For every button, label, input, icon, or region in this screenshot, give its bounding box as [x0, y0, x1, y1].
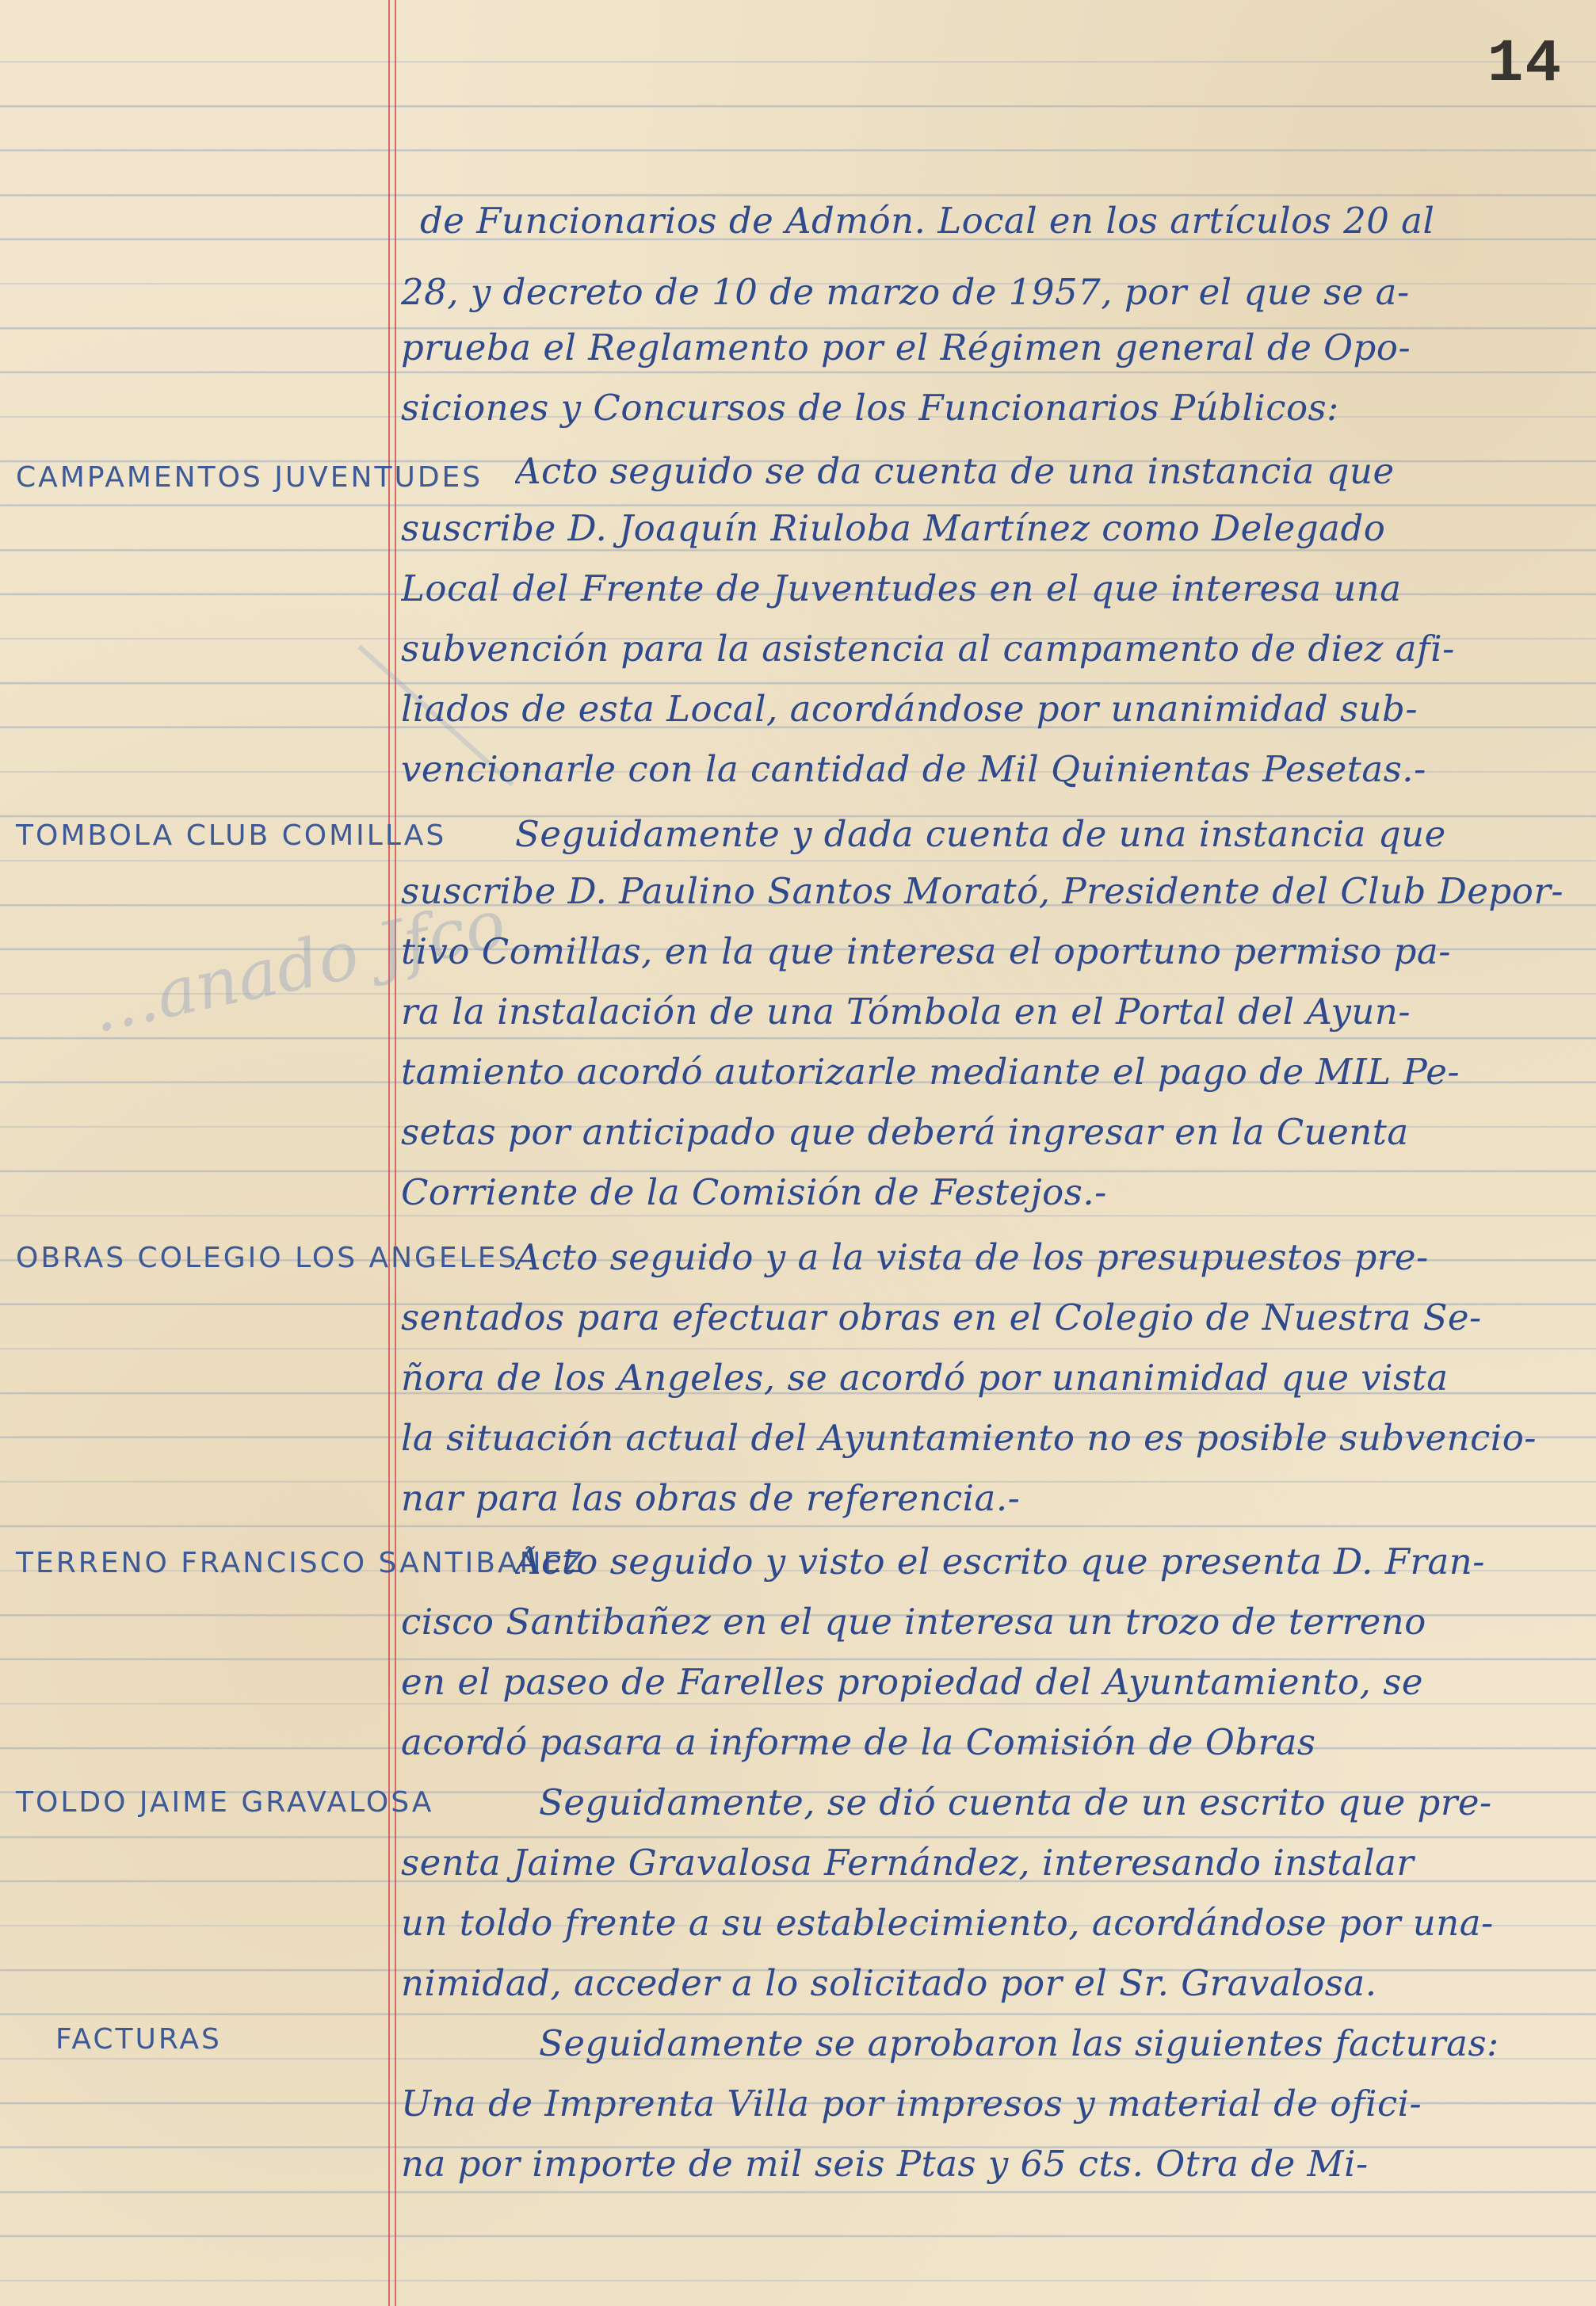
- body-line: en el paseo de Farelles propiedad del Ayuntamiento, se: [401, 1661, 1423, 1703]
- body-line: Seguidamente, se dió cuenta de un escrito que pre-: [539, 1781, 1492, 1823]
- body-line: Local del Frente de Juventudes en el que interesa una: [401, 567, 1402, 609]
- margin-note-obras: OBRAS COLEGIO LOS ANGELES: [16, 1242, 519, 1274]
- body-line: nar para las obras de referencia.-: [401, 1477, 1021, 1519]
- body-line: siciones y Concursos de los Funcionarios Públicos:: [401, 387, 1339, 429]
- faded-stamp: …anado Jfco: [83, 884, 513, 1048]
- body-line: sentados para efectuar obras en el Colegio de Nuestra Se-: [401, 1296, 1482, 1338]
- body-line: subvención para la asistencia al campamento de diez afi-: [401, 628, 1455, 670]
- body-line: tamiento acordó autorizarle mediante el pago de MIL Pe-: [401, 1051, 1460, 1093]
- body-line: acordó pasara a informe de la Comisión de Obras: [401, 1721, 1316, 1763]
- body-line: 28, y decreto de 10 de marzo de 1957, por el que se a-: [401, 271, 1410, 313]
- body-line: tivo Comillas, en la que interesa el oportuno permiso pa-: [401, 930, 1451, 972]
- body-line: Una de Imprenta Villa por impresos y material de ofici-: [401, 2083, 1422, 2125]
- body-line: Acto seguido se da cuenta de una instancia que: [515, 450, 1395, 492]
- body-line: cisco Santibañez en el que interesa un trozo de terreno: [401, 1601, 1426, 1643]
- margin-note-campamentos: CAMPAMENTOS JUVENTUDES: [16, 461, 483, 494]
- page-number: 14: [1487, 30, 1563, 98]
- margin-note-toldo: TOLDO JAIME GRAVALOSA: [16, 1786, 434, 1819]
- body-line: liados de esta Local, acordándose por unanimidad sub-: [401, 688, 1418, 730]
- body-line: suscribe D. Joaquín Riuloba Martínez como Delegado: [401, 507, 1386, 549]
- body-line: na por importe de mil seis Ptas y 65 cts. Otra de Mi-: [401, 2143, 1369, 2185]
- body-line: Acto seguido y a la vista de los presupuestos pre-: [515, 1236, 1429, 1278]
- body-line: un toldo frente a su establecimiento, acordándose por una-: [401, 1902, 1494, 1944]
- body-line: ñora de los Angeles, se acordó por unanimidad que vista: [401, 1357, 1449, 1399]
- body-line: Seguidamente se aprobaron las siguientes facturas:: [539, 2022, 1499, 2064]
- margin-note-terreno: TERRENO FRANCISCO SANTIBAÑEZ: [16, 1547, 586, 1579]
- margin-rule: [395, 0, 396, 2306]
- margin-rule: [388, 0, 390, 2306]
- body-line: Corriente de la Comisión de Festejos.-: [401, 1171, 1107, 1213]
- body-line: senta Jaime Gravalosa Fernández, interesando instalar: [401, 1842, 1415, 1884]
- body-line: Seguidamente y dada cuenta de una instancia que: [515, 813, 1446, 855]
- body-line: suscribe D. Paulino Santos Morató, Presidente del Club Depor-: [401, 870, 1564, 912]
- body-line: nimidad, acceder a lo solicitado por el Sr. Gravalosa.: [401, 1962, 1377, 2004]
- body-line: ra la instalación de una Tómbola en el Portal del Ayun-: [401, 991, 1411, 1033]
- body-line: de Funcionarios de Admón. Local en los artículos 20 al: [420, 200, 1435, 242]
- body-line: vencionarle con la cantidad de Mil Quinientas Pesetas.-: [401, 748, 1426, 790]
- body-line: Acto seguido y visto el escrito que presenta D. Fran-: [515, 1541, 1485, 1583]
- body-line: la situación actual del Ayuntamiento no es posible subvencio-: [401, 1417, 1537, 1459]
- margin-note-tombola: TOMBOLA CLUB COMILLAS: [16, 819, 447, 852]
- margin-note-facturas: FACTURAS: [55, 2023, 222, 2056]
- body-line: prueba el Reglamento por el Régimen general de Opo-: [401, 326, 1411, 368]
- body-line: setas por anticipado que deberá ingresar en la Cuenta: [401, 1111, 1409, 1153]
